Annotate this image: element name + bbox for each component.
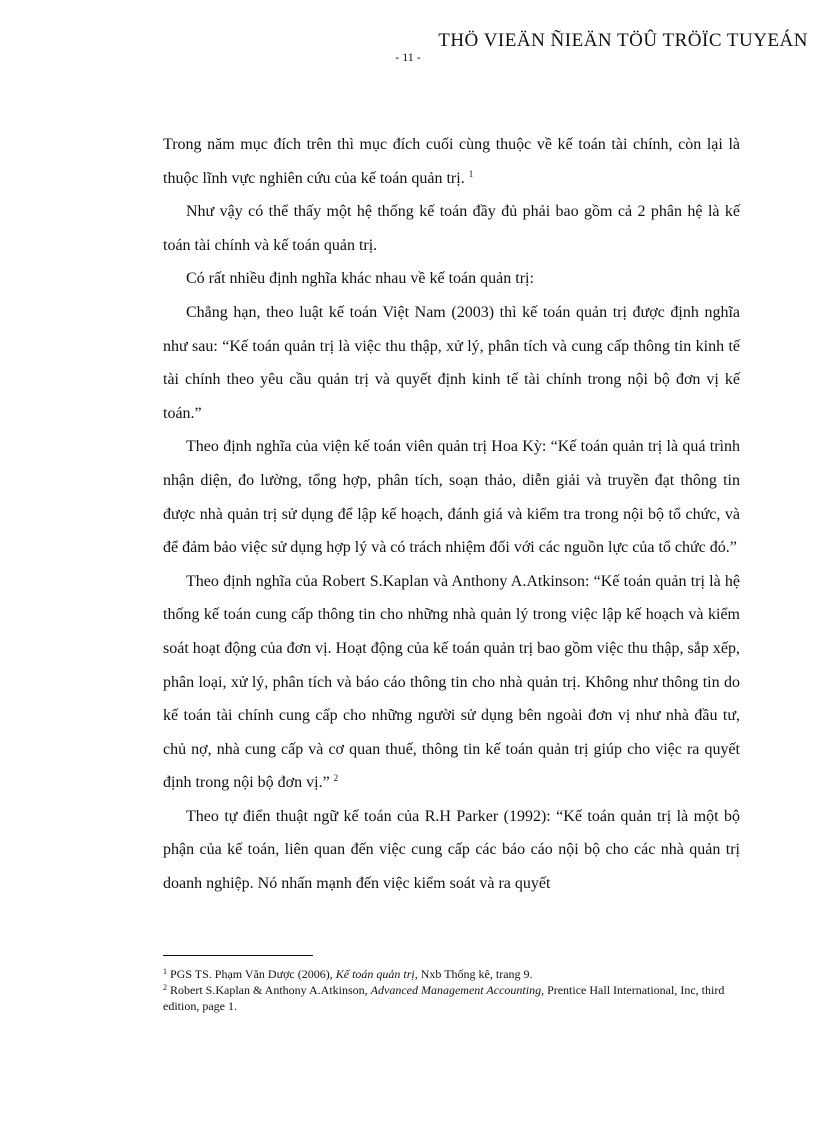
footnote-ref-2: 2 [333,773,339,784]
paragraph-7 [163,800,740,901]
body-text [163,128,740,901]
footnotes [163,966,740,1014]
paragraph-text: Có rất nhiều định nghĩa khác nhau về kế toán quản trị: [186,270,534,288]
paragraph-text: Theo định nghĩa của viện kế toán viên quản trị Hoa Kỳ: “Kế toán quản trị là quá trình nhận diện, đo lường, tổng hợp, phân tích, soạn thảo, diễn giải và truyền đạt thông tin được nhà quản trị sử dụng để lập kế hoạch, đánh giá và kiểm tra trong nội bộ tổ chức, và để đảm bảo việc sử dụng hợp lý và có trách nhiệm đối với các nguồn lực của tổ chức đó.” [163,438,740,557]
paragraph-4 [163,296,740,430]
footnote-1 [163,966,740,982]
paragraph-text: Theo tự điển thuật ngữ kế toán của R.H Parker (1992): “Kế toán quản trị là một bộ phận của kế toán, liên quan đến việc cung cấp các báo cáo nội bộ cho các nhà quản trị doanh nghiệp. Nó nhấn mạnh đến việc kiểm soát và ra quyết [163,807,740,893]
footnote-text: , Prentice Hall International, Inc, third edition, page 1. [163,983,725,1013]
page-number: - 11 - [395,50,421,64]
paragraph-1 [163,128,740,195]
paragraph-3 [163,262,740,296]
footnote-divider [163,955,313,956]
footnote-title: Advanced Management Accounting [370,983,542,997]
footnote-number: 1 [163,967,167,976]
paragraph-5 [163,430,740,564]
footnote-ref-1: 1 [468,168,474,179]
paragraph-6 [163,565,740,800]
paragraph-text: Theo định nghĩa của Robert S.Kaplan và Anthony A.Atkinson: “Kế toán quản trị là hệ thống kế toán cung cấp thông tin cho những nhà quản lý trong việc lập kế hoạch và kiểm soát hoạt động của đơn vị. Hoạt động của kế toán quản trị bao gồm việc thu thập, sắp xếp, phân loại, xử lý, phân tích và báo cáo thông tin cho nhà quản trị. Không như thông tin do kế toán tài chính cung cấp cho những người sử dụng bên ngoài đơn vị như nhà đầu tư, chủ nợ, nhà cung cấp và cơ quan thuế, thông tin kế toán quản trị giúp cho việc ra quyết định trong nội bộ đơn vị.” [163,572,740,792]
footnote-text: PGS TS. Phạm Văn Dược (2006), [170,967,333,981]
paragraph-text: Trong năm mục đích trên thì mục đích cuối cùng thuộc về kế toán tài chính, còn lại là thuộc lĩnh vực nghiên cứu của kế toán quản trị. [163,136,740,187]
footnote-2 [163,982,740,1014]
footnote-text: Robert S.Kaplan & Anthony A.Atkinson, [170,983,368,997]
paragraph-text: Chẳng hạn, theo luật kế toán Việt Nam (2003) thì kế toán quản trị được định nghĩa như sau: “Kế toán quản trị là việc thu thập, xử lý, phân tích và cung cấp thông tin kinh tế tài chính theo yêu cầu quản trị và quyết định kinh tế tài chính trong nội bộ đơn vị kế toán.” [163,303,740,422]
paragraph-2 [163,195,740,262]
footnote-text: , Nxb Thống kê, trang 9. [414,967,533,981]
watermark-header: THÖ VIEÄN ÑIEÄN TÖÛ TRÖÏC TUYEÁN [438,30,808,51]
footnote-number: 2 [163,983,167,992]
paragraph-text: Như vậy có thể thấy một hệ thống kế toán đầy đủ phải bao gồm cả 2 phân hệ là kế toán tài chính và kế toán quản trị. [163,203,740,254]
footnote-title: Kế toán quản trị [335,967,415,981]
